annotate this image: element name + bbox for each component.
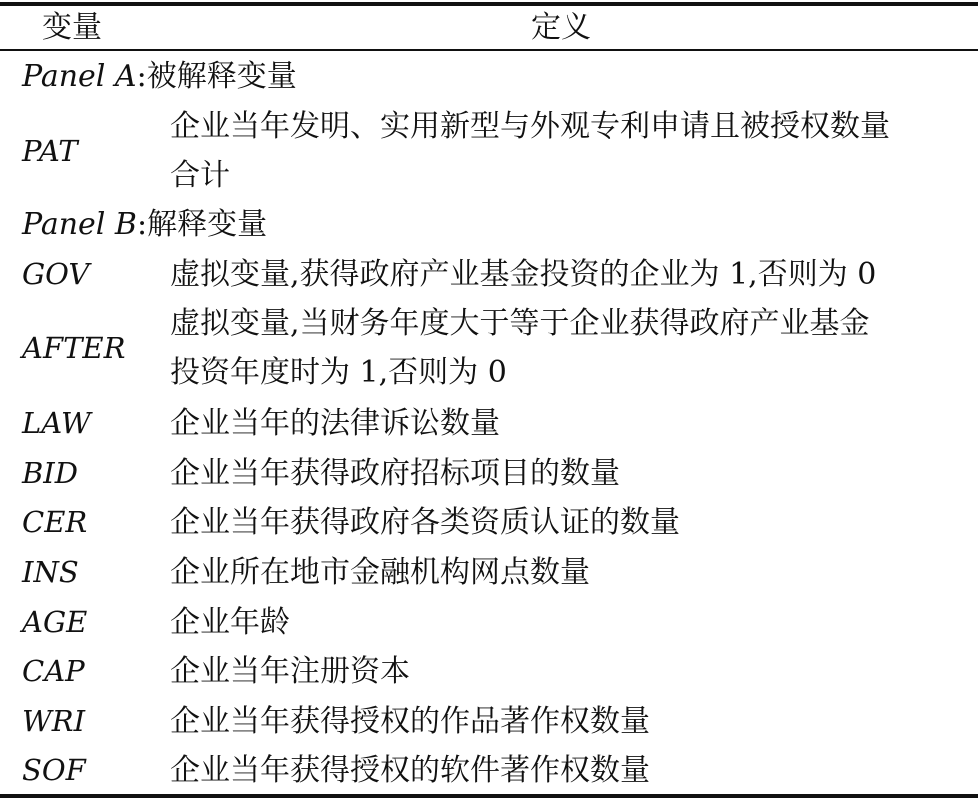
definition-line: 企业当年注册资本 bbox=[170, 654, 410, 689]
table-row bbox=[0, 250, 978, 299]
table-row bbox=[0, 548, 978, 597]
table-row bbox=[0, 102, 978, 200]
table-row bbox=[0, 498, 978, 547]
variable-code: CER bbox=[22, 505, 88, 539]
variable-code: CAP bbox=[22, 654, 85, 688]
definition-line: 企业当年的法律诉讼数量 bbox=[170, 406, 500, 441]
variable-definition bbox=[170, 102, 965, 200]
definition-line: 企业年龄 bbox=[170, 605, 290, 640]
variable-definition bbox=[170, 746, 965, 795]
panel-b-row bbox=[0, 200, 978, 249]
variable-code: AFTER bbox=[22, 331, 126, 365]
definition-line: 企业所在地市金融机构网点数量 bbox=[170, 555, 590, 590]
variable-code: INS bbox=[22, 555, 79, 589]
variable-definition bbox=[170, 598, 965, 647]
panel-a-latin: Panel A bbox=[22, 59, 137, 94]
panel-b-title: 解释变量 bbox=[147, 207, 268, 242]
panel-b-sep: : bbox=[136, 207, 148, 242]
variable-code: SOF bbox=[22, 753, 86, 787]
table-row bbox=[0, 746, 978, 795]
variable-definition bbox=[170, 647, 965, 696]
definition-line: 企业当年发明、实用新型与外观专利申请且被授权数量 bbox=[170, 109, 890, 144]
definition-line: 虚拟变量,获得政府产业基金投资的企业为 1,否则为 0 bbox=[170, 257, 877, 292]
variable-code: PAT bbox=[22, 134, 78, 168]
variable-code: WRI bbox=[22, 704, 86, 738]
variable-definition bbox=[170, 449, 965, 498]
table-row bbox=[0, 449, 978, 498]
definition-line: 投资年度时为 1,否则为 0 bbox=[170, 355, 507, 390]
variable-code: GOV bbox=[22, 257, 90, 291]
definition-line: 企业当年获得授权的作品著作权数量 bbox=[170, 704, 650, 739]
table-row bbox=[0, 647, 978, 696]
definition-line: 企业当年获得政府各类资质认证的数量 bbox=[170, 505, 680, 540]
panel-a-sep: : bbox=[136, 59, 147, 94]
variable-definition bbox=[170, 697, 965, 746]
header-definition: 定义 bbox=[531, 10, 591, 45]
bottom-rule bbox=[0, 794, 978, 798]
variable-definition bbox=[170, 250, 965, 299]
variable-definition bbox=[170, 548, 965, 597]
table-row bbox=[0, 399, 978, 448]
variable-code: BID bbox=[22, 456, 79, 490]
top-rule bbox=[0, 2, 978, 6]
definition-line: 企业当年获得政府招标项目的数量 bbox=[170, 456, 620, 491]
panel-a-row bbox=[0, 52, 978, 101]
variable-definition bbox=[170, 498, 965, 547]
panel-b-label bbox=[22, 200, 267, 249]
panel-a-title: 被解释变量 bbox=[146, 59, 297, 94]
variable-definition bbox=[170, 399, 965, 448]
header-variable: 变量 bbox=[42, 10, 102, 45]
table-row bbox=[0, 598, 978, 647]
header-rule bbox=[0, 49, 978, 51]
definition-line: 企业当年获得授权的软件著作权数量 bbox=[170, 753, 650, 788]
definition-line: 合计 bbox=[170, 158, 230, 193]
panel-a-label bbox=[22, 52, 297, 101]
table-row bbox=[0, 697, 978, 746]
panel-b-latin: Panel B bbox=[22, 207, 137, 242]
variable-code: LAW bbox=[22, 406, 91, 440]
variable-code: AGE bbox=[22, 605, 88, 639]
variable-definition bbox=[170, 299, 965, 397]
definition-line: 虚拟变量,当财务年度大于等于企业获得政府产业基金 bbox=[170, 306, 870, 341]
table-row bbox=[0, 299, 978, 397]
